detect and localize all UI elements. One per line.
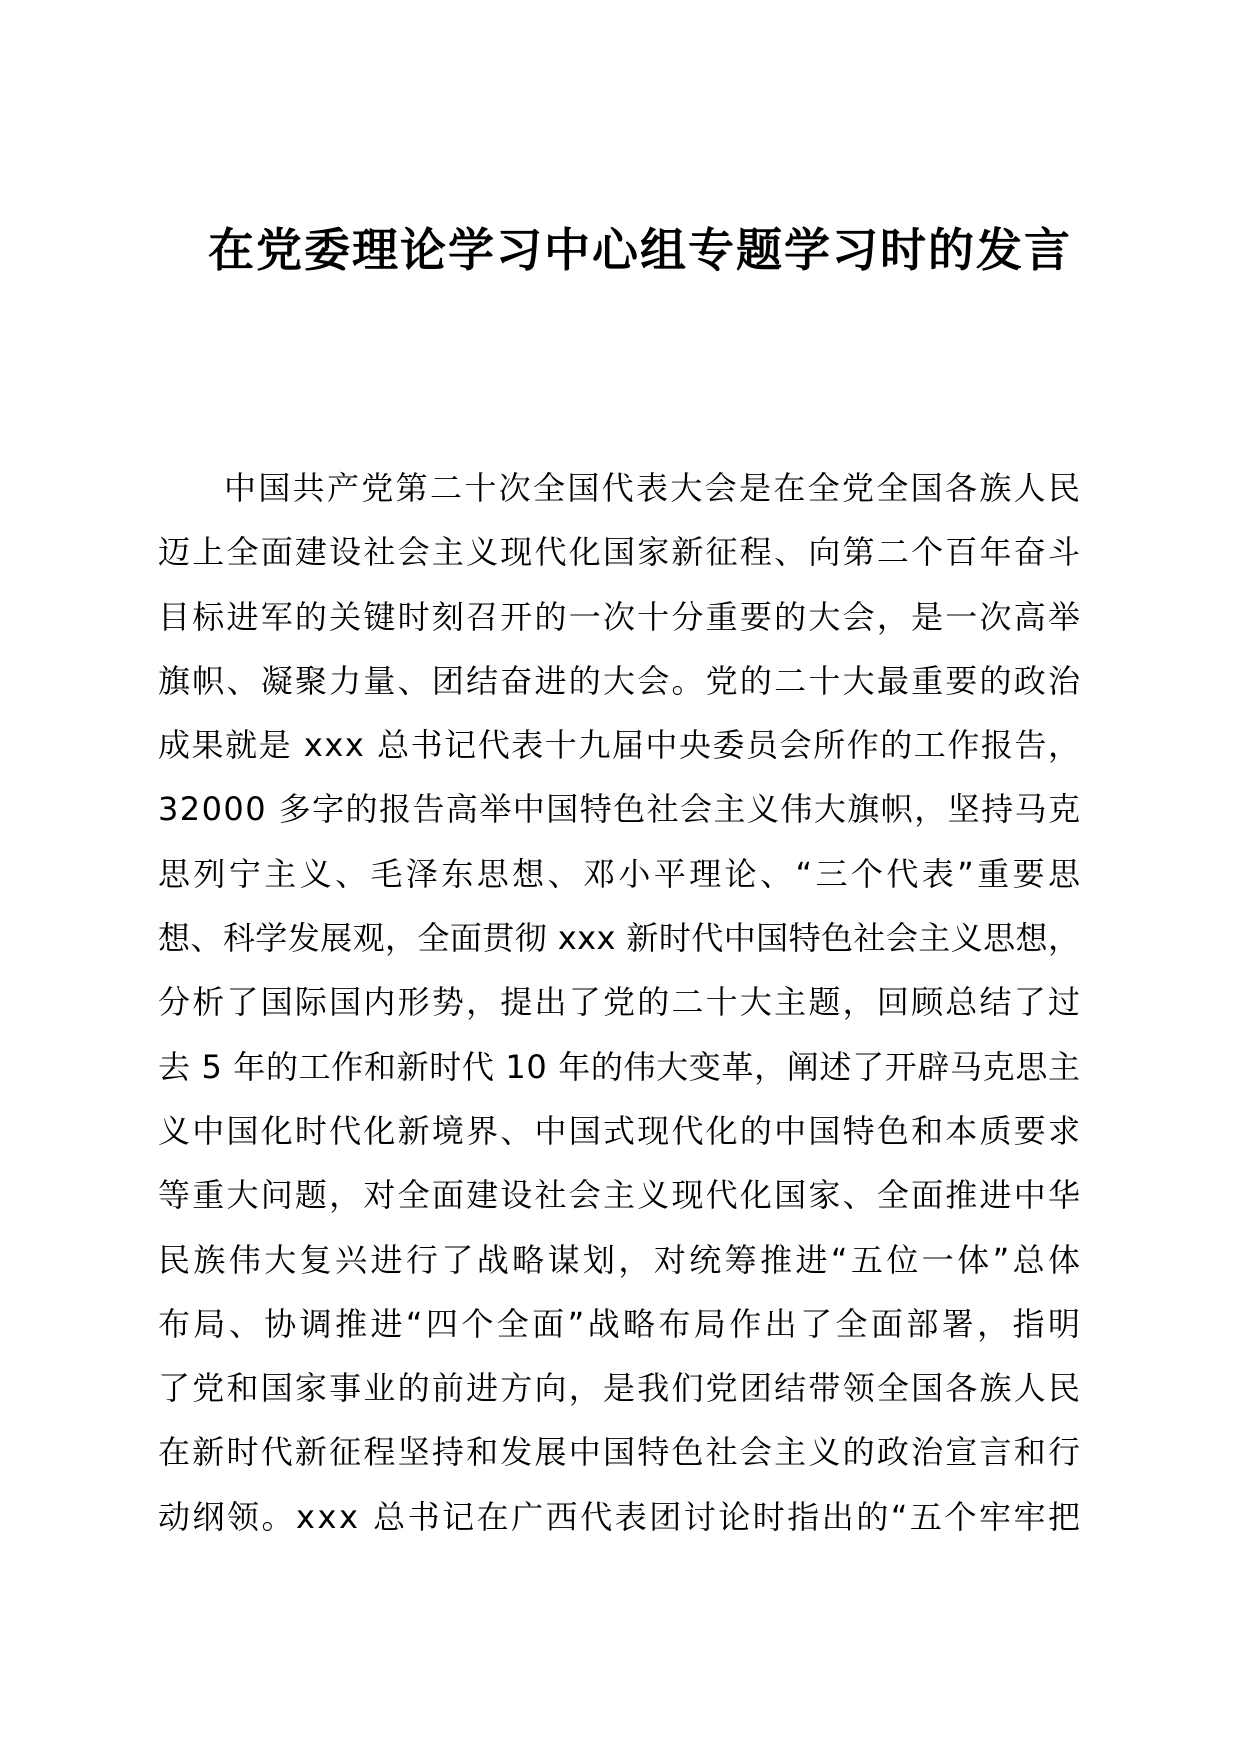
body-line: 民族伟大复兴进行了战略谋划，对统筹推进“五位一体”总体 (158, 1240, 1084, 1279)
body-line: 成果就是 xxx 总书记代表十九届中央委员会所作的工作报告， (158, 726, 1082, 765)
body-line: 想、科学发展观，全面贯彻 xxx 新时代中国特色社会主义思想， (158, 919, 1081, 958)
body-line: 了党和国家事业的前进方向，是我们党团结带领全国各族人民 (158, 1369, 1083, 1408)
body-line: 中国共产党第二十次全国代表大会是在全党全国各族人民 (224, 469, 1083, 507)
body-line: 分析了国际国内形势，提出了党的二十大主题，回顾总结了过 (158, 983, 1083, 1022)
body-line: 动纲领。xxx 总书记在广西代表团讨论时指出的“五个牢牢把 (158, 1497, 1083, 1536)
document-title: 在党委理论学习中心组专题学习时的发言 (208, 223, 1072, 277)
body-line: 旗帜、凝聚力量、团结奋进的大会。党的二十大最重要的政治 (158, 661, 1083, 700)
body-line: 目标进军的关键时刻召开的一次十分重要的大会，是一次高举 (158, 597, 1083, 636)
body-line: 布局、协调推进“四个全面”战略布局作出了全面部署，指明 (158, 1304, 1084, 1343)
body-line: 思列宁主义、毛泽东思想、邓小平理论、“三个代表”重要思 (158, 854, 1084, 893)
document-body (158, 456, 1084, 1549)
body-line: 32000 多字的报告高举中国特色社会主义伟大旗帜，坚持马克 (158, 790, 1082, 829)
body-line: 在新时代新征程坚持和发展中国特色社会主义的政治宣言和行 (158, 1433, 1083, 1472)
body-line: 等重大问题，对全面建设社会主义现代化国家、全面推进中华 (158, 1176, 1083, 1215)
body-line: 迈上全面建设社会主义现代化国家新征程、向第二个百年奋斗 (158, 533, 1083, 572)
body-line: 义中国化时代化新境界、中国式现代化的中国特色和本质要求 (158, 1111, 1083, 1150)
body-line: 去 5 年的工作和新时代 10 年的伟大变革，阐述了开辟马克思主 (158, 1047, 1081, 1086)
